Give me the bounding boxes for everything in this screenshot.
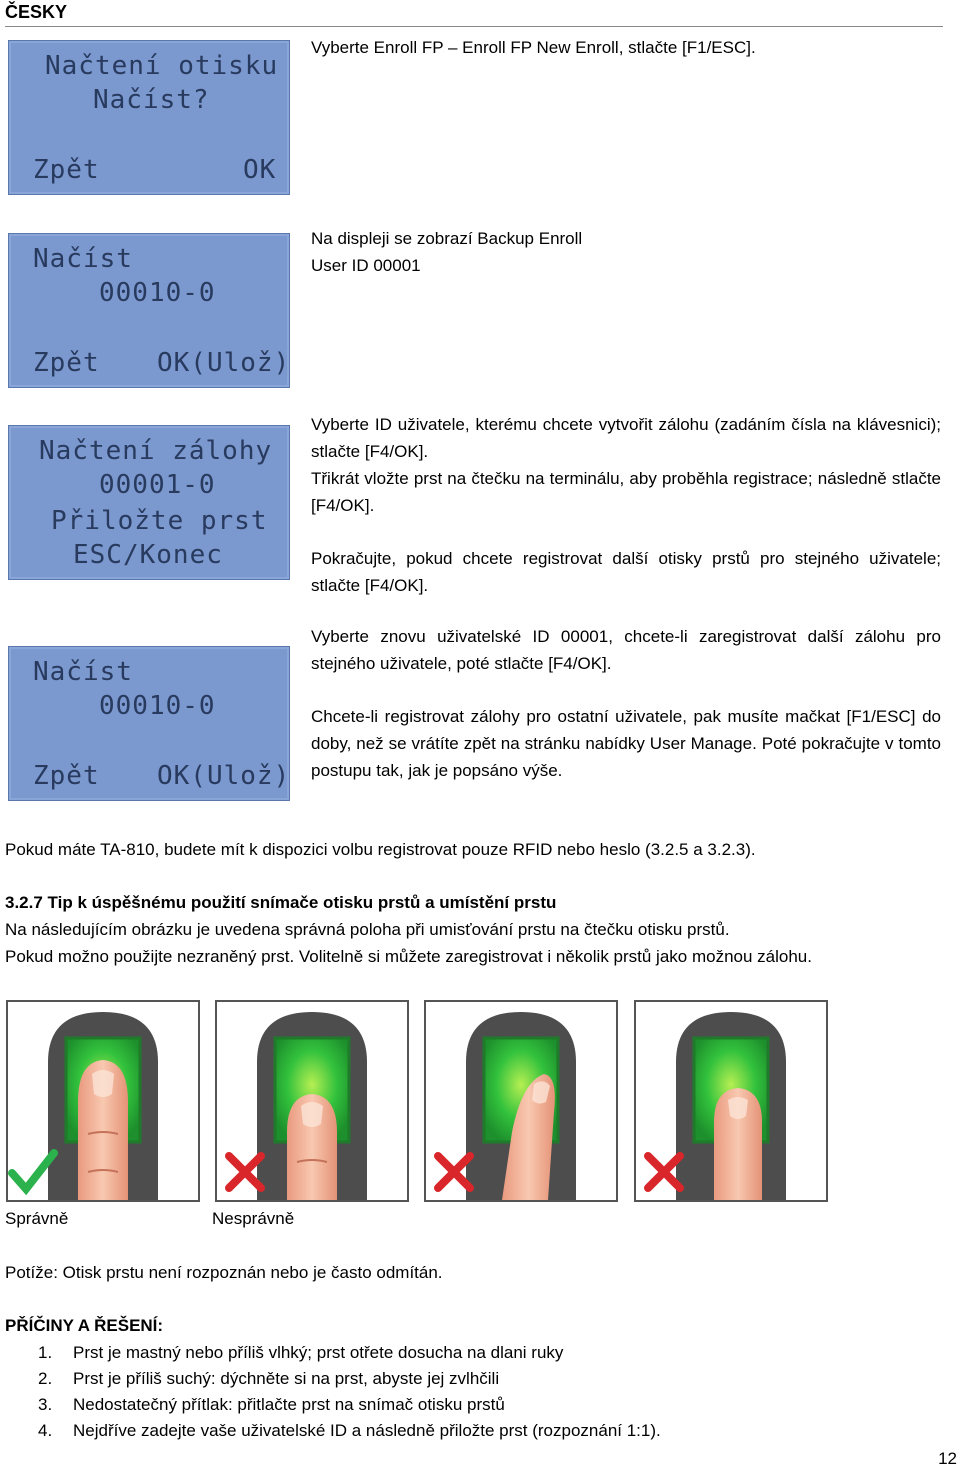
finger-panel-wrong-2 — [424, 1000, 618, 1202]
lcd-line-2: Načíst? — [93, 85, 210, 115]
lcd-soft-right: OK(Ulož) — [157, 761, 291, 791]
list-text: Nedostatečný přítlak: přitlačte prst na snímač otisku prstů — [73, 1395, 505, 1414]
lcd-line-2: 00001-0 — [99, 470, 216, 500]
list-number: 2. — [38, 1369, 53, 1388]
label-correct: Správně — [5, 1209, 69, 1228]
finger-panel-wrong-3 — [634, 1000, 828, 1202]
lcd-line-3: Přiložte prst — [51, 506, 268, 536]
lcd-soft-right: OK — [243, 155, 277, 185]
step-2-line-2: User ID 00001 — [311, 256, 421, 275]
list-item — [5, 1392, 661, 1418]
ta810-note — [5, 836, 945, 863]
finger-panel-correct — [6, 1000, 200, 1202]
check-icon — [8, 1147, 58, 1197]
problem-text: Potíže: Otisk prstu není rozpoznán nebo je často odmítán. — [5, 1263, 443, 1282]
lcd-line-1: Načíst — [33, 657, 133, 687]
lcd-line-1: Načíst — [33, 244, 133, 274]
lcd-line-1: Načtení zálohy — [39, 436, 273, 466]
lcd-screen-backup — [8, 425, 290, 580]
step-3-text — [311, 411, 941, 599]
step-4-para-2: Chcete-li registrovat zálohy pro ostatní uživatele, pak musíte mačkat [F1/ESC] do doby, než se vrátíte zpět na stránku nabídky User Manage. Poté pokračujte v tomto postupu tak, jak je popsáno výše. — [311, 707, 941, 780]
lcd-line-4: ESC/Konec — [73, 540, 223, 570]
step-2-line-1: Na displeji se zobrazí Backup Enroll — [311, 229, 583, 248]
step-3-para-3: Pokračujte, pokud chcete registrovat další otisky prstů pro stejného uživatele; stlačte [F4/OK]. — [311, 549, 941, 595]
lcd-screen-load-again — [8, 646, 290, 801]
step-1-text — [311, 34, 941, 61]
lcd-line-1: Načtení otisku — [45, 51, 279, 81]
section-3-2-7 — [5, 889, 945, 970]
step-1-line: Vyberte Enroll FP – Enroll FP New Enroll, stlačte [F1/ESC]. — [311, 38, 756, 57]
step-4-text — [311, 623, 941, 784]
causes-list — [5, 1340, 661, 1444]
cross-icon — [642, 1150, 686, 1194]
section-line-2: Pokud možno použijte nezraněný prst. Volitelně si můžete zaregistrovat i několik prstů jako možnou zálohu. — [5, 947, 812, 966]
lcd-screen-load — [8, 233, 290, 388]
lcd-soft-right: OK(Ulož) — [157, 348, 291, 378]
list-text: Prst je mastný nebo příliš vlhký; prst otřete dosucha na dlani ruky — [73, 1343, 564, 1362]
list-text: Nejdříve zadejte vaše uživatelské ID a následně přiložte prst (rozpoznání 1:1). — [73, 1421, 661, 1440]
section-line-1: Na následujícím obrázku je uvedena správná poloha při umisťování prstu na čtečku otisku prstů. — [5, 920, 730, 939]
cross-icon — [432, 1150, 476, 1194]
lcd-soft-left: Zpět — [33, 348, 100, 378]
step-3-para-1: Vyberte ID uživatele, kterému chcete vytvořit zálohu (zadáním čísla na klávesnici); stlačte [F4/OK]. — [311, 415, 941, 461]
label-wrong: Nesprávně — [212, 1209, 295, 1228]
list-item — [5, 1418, 661, 1444]
list-item — [5, 1340, 661, 1366]
section-heading: 3.2.7 Tip k úspěšnému použití snímače otisku prstů a umístění prstu — [5, 893, 557, 912]
lcd-line-2: 00010-0 — [99, 691, 216, 721]
list-text: Prst je příliš suchý: dýchněte si na prst, abyste jej zvlhčili — [73, 1369, 500, 1388]
header-rule — [5, 26, 943, 27]
list-item — [5, 1366, 661, 1392]
step-2-text — [311, 225, 941, 279]
step-4-para-1: Vyberte znovu uživatelské ID 00001, chcete-li zaregistrovat další zálohu pro stejného uživatele, poté stlačte [F4/OK]. — [311, 627, 941, 673]
step-3-para-2: Třikrát vložte prst na čtečku na terminálu, aby proběhla registrace; následně stlačte [F4/OK]. — [311, 469, 941, 515]
page-number: 12 — [938, 1449, 957, 1468]
ta810-note-text: Pokud máte TA-810, budete mít k dispozici volbu registrovat pouze RFID nebo heslo (3.2.5 a 3.2.3). — [5, 840, 756, 859]
list-number: 3. — [38, 1395, 53, 1414]
language-heading: ČESKY — [5, 2, 68, 22]
lcd-soft-left: Zpět — [33, 761, 100, 791]
lcd-soft-left: Zpět — [33, 155, 100, 185]
lcd-line-2: 00010-0 — [99, 278, 216, 308]
lcd-screen-enroll — [8, 40, 290, 195]
list-number: 4. — [38, 1421, 53, 1440]
finger-panel-wrong-1 — [215, 1000, 409, 1202]
causes-heading: PŘÍČINY A ŘEŠENÍ: — [5, 1316, 164, 1335]
cross-icon — [223, 1150, 267, 1194]
list-number: 1. — [38, 1343, 53, 1362]
